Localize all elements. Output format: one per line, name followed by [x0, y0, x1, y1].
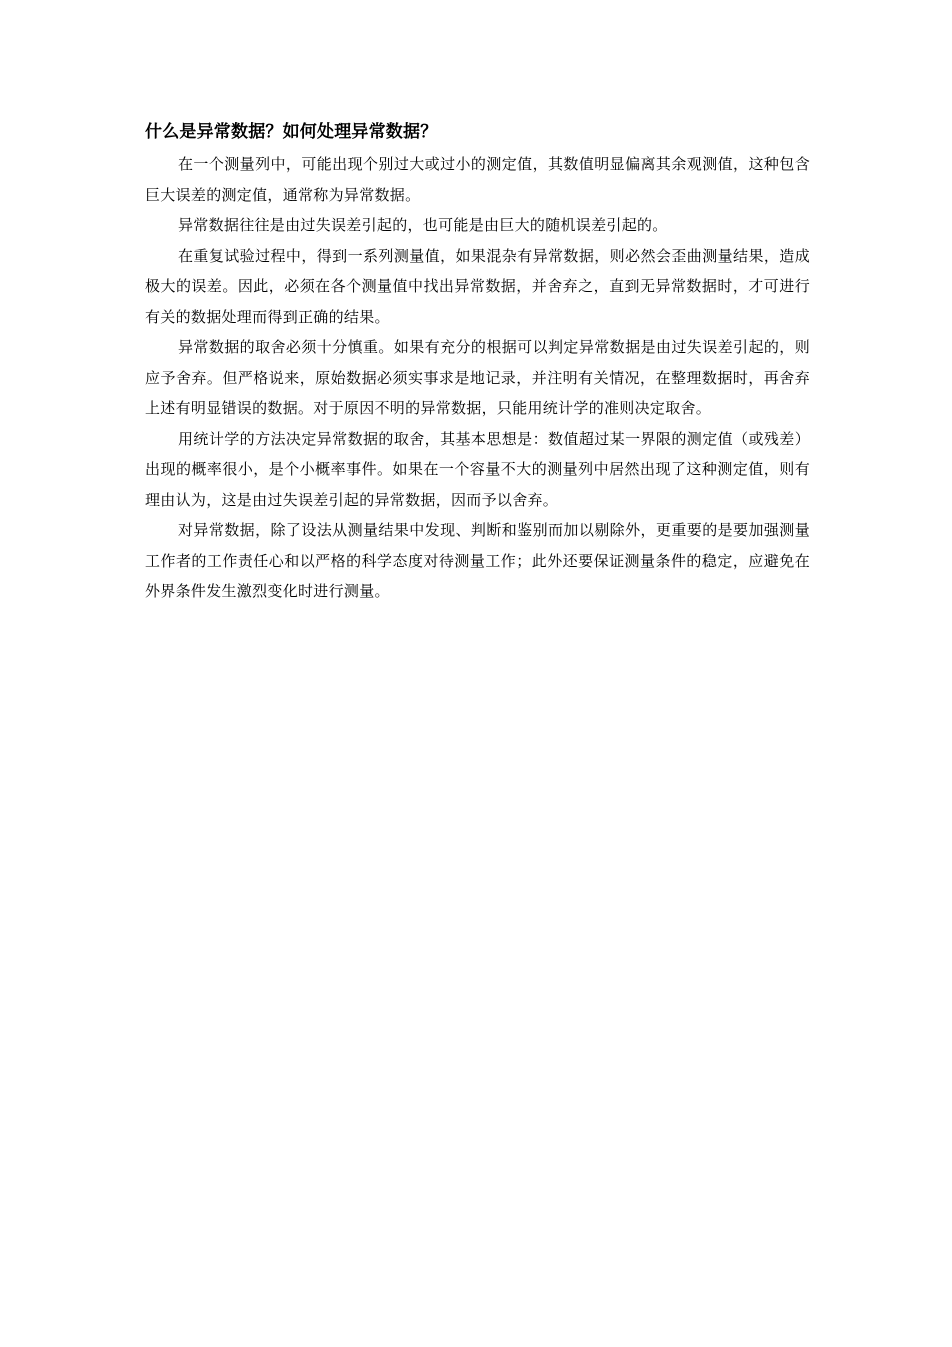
document-title: 什么是异常数据？如何处理异常数据？	[145, 122, 438, 142]
paragraph-6: 对异常数据，除了设法从测量结果中发现、判断和鉴别而加以剔除外，更重要的是要加强测量工作者的工作责任心和以严格的科学态度对待测量工作；此外还要保证测量条件的稳定，应避免在外界条件发生激烈变化时进行测量。	[145, 521, 810, 600]
paragraph-1: 在一个测量列中，可能出现个别过大或过小的测定值，其数值明显偏离其余观测值，这种包含巨大误差的测定值，通常称为异常数据。	[145, 155, 810, 204]
document-page	[145, 117, 810, 607]
paragraph-3: 在重复试验过程中，得到一系列测量值，如果混杂有异常数据，则必然会歪曲测量结果，造成极大的误差。因此，必须在各个测量值中找出异常数据，并舍弃之，直到无异常数据时，才可进行有关的数据处理而得到正确的结果。	[145, 246, 810, 326]
paragraph-5: 用统计学的方法决定异常数据的取舍，其基本思想是：数值超过某一界限的测定值（或残差）出现的概率很小，是个小概率事件。如果在一个容量不大的测量列中居然出现了这种测定值，则有理由认为，这是由过失误差引起的异常数据，因而予以舍弃。	[145, 429, 810, 509]
paragraph-2: 异常数据往往是由过失误差引起的，也可能是由巨大的随机误差引起的。	[178, 216, 668, 234]
paragraph-4: 异常数据的取舍必须十分慎重。如果有充分的根据可以判定异常数据是由过失误差引起的，则应予舍弃。但严格说来，原始数据必须实事求是地记录，并注明有关情况，在整理数据时，再舍弃上述有明显错误的数据。对于原因不明的异常数据，只能用统计学的准则决定取舍。	[145, 338, 810, 417]
